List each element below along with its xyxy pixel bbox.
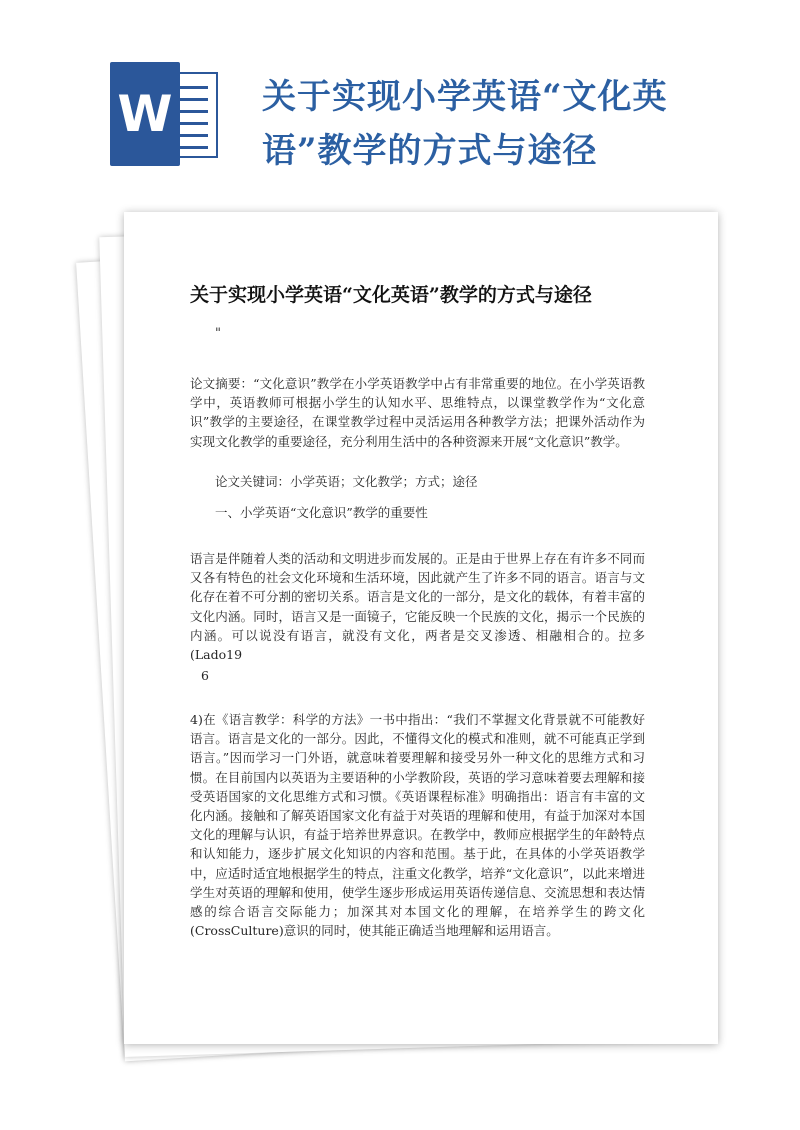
stray-quote-mark: " — [215, 326, 221, 341]
word-w-icon: W — [110, 62, 180, 166]
word-document-icon — [110, 62, 222, 166]
culture-teaching-paragraph: 4)在《语言教学：科学的方法》一书中指出：“我们不掌握文化背景就不可能教好语言。语言是文化的一部分。因此，不懂得文化的模式和准则，就不可能真正学到语言。”因而学习一门外语，就意味着要理解和接受另外一种文化的思维方式和习惯。在目前国内以英语为主要语种的小学教阶段，英语的学习意味着要去理解和接受英语国家的文化思维方式和习惯。《英语课程标准》明确指出：语言有丰富的文化内涵。接触和了解英语国家文化有益于对英语的理解和使用，有益于加深对本国文化的理解与认识，有益于培养世界意识。在教学中，教师应根据学生的年龄特点和认知能力，逐步扩展文化知识的内容和范围。基于此，在具体的小学英语教学中，应适时适宜地根据学生的特点，注重文化教学，培养“文化意识”，以此来增进学生对英语的理解和使用，使学生逐步形成运用英语传递信息、交流思想和表达情感的综合语言交际能力；加深其对本国文化的理解，在培养学生的跨文化(CrossCulture)意识的同时，使其能正确适当地理解和运用语言。 — [190, 712, 645, 939]
banner-title: 关于实现小学英语“文化英语”教学的方式与途径 — [262, 77, 668, 171]
language-culture-paragraph: 语言是伴随着人类的活动和文明进步而发展的。正是由于世界上存在有许多不同而又各有特色的社会文化环境和生活环境，因此就产生了许多不同的语言。语言与文化存在着不可分割的密切关系。语言是文化的一部分，是文化的载体，有着丰富的文化内涵。同时，语言又是一面镜子，它能反映一个民族的文化，揭示一个民族的内涵。可以说没有语言，就没有文化，两者是交叉渗透、相融相合的。拉多(Lado19 — [190, 551, 645, 663]
section-heading-1: 一、小学英语“文化意识”教学的重要性 — [215, 505, 428, 520]
citation-fragment: 6 — [201, 668, 209, 683]
document-title: 关于实现小学英语“文化英语”教学的方式与途径 — [190, 284, 592, 306]
keywords-line: 论文关键词：小学英语；文化教学；方式；途径 — [215, 474, 478, 489]
abstract-paragraph: 论文摘要：“文化意识”教学在小学英语教学中占有非常重要的地位。在小学英语教学中，英语教师可根据小学生的认知水平、思维特点，以课堂教学作为“文化意识”教学的主要途径，在课堂教学过程中灵活运用各种教学方法；把课外活动作为实现文化教学的重要途径，充分利用生活中的各种资源来开展“文化意识”教学。 — [190, 376, 645, 449]
